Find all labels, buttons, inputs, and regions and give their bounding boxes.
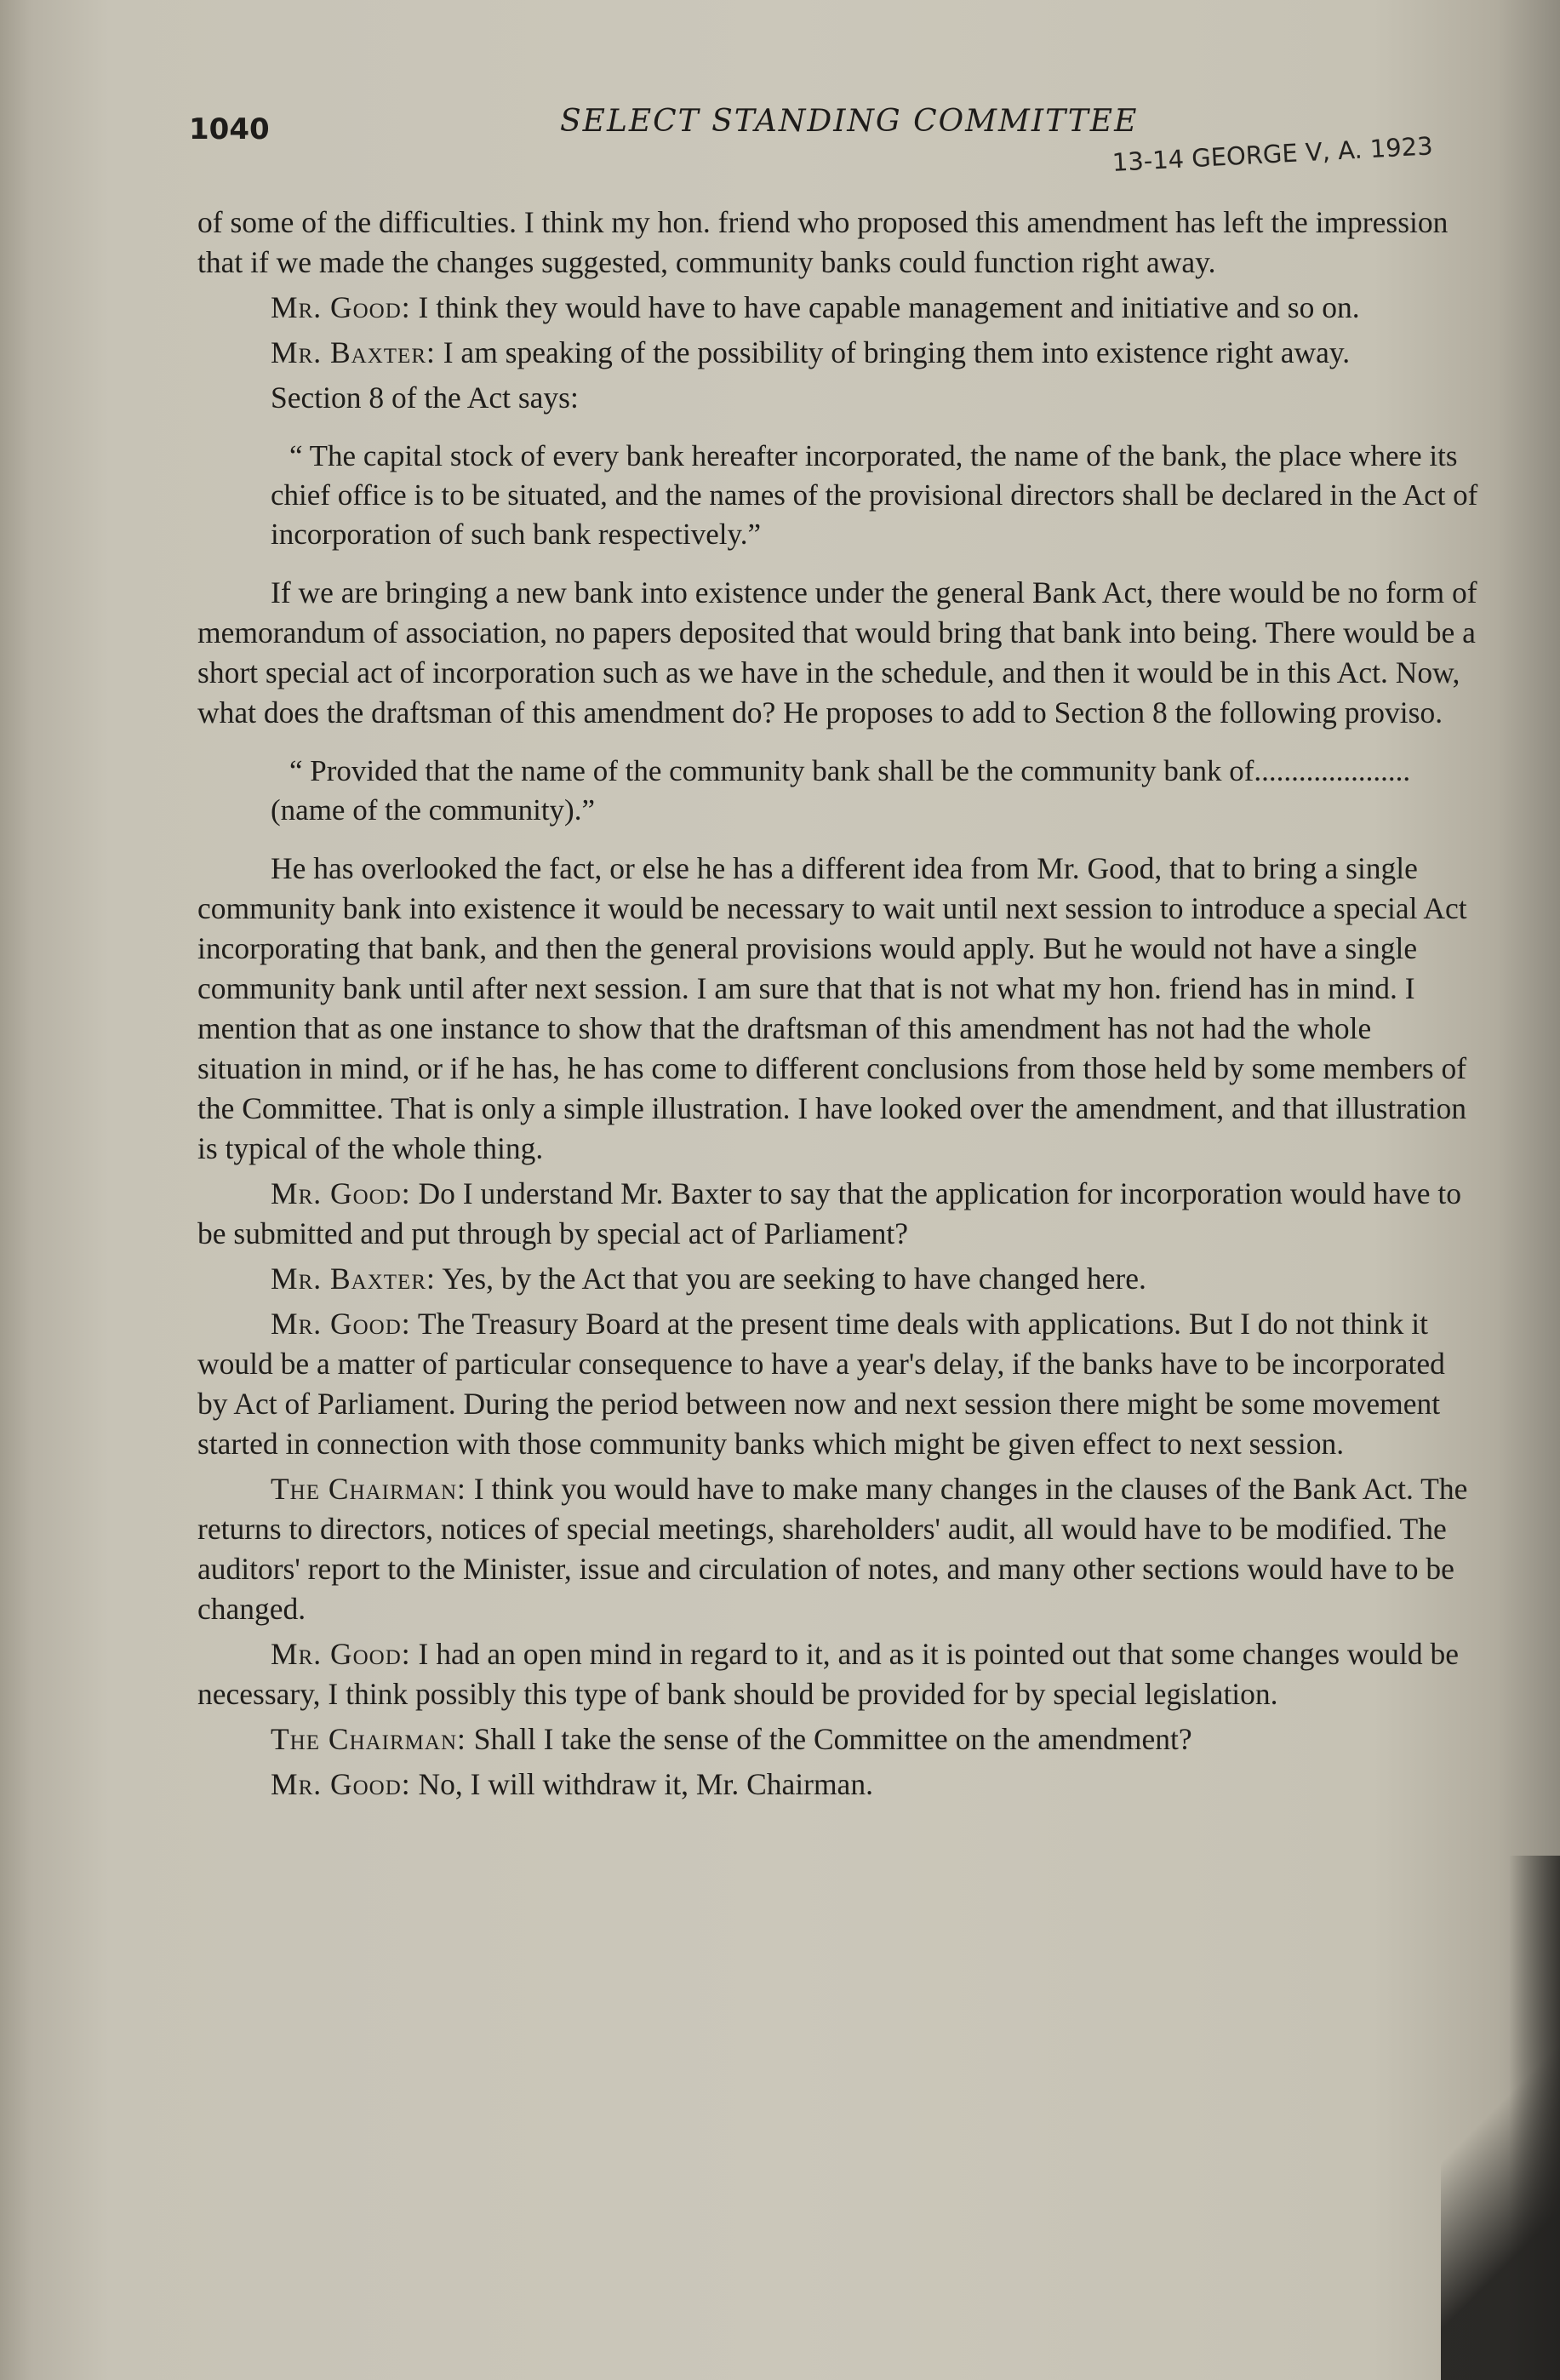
page-corner-shadow [1441,1937,1560,2380]
paragraph-new-bank: If we are bringing a new bank into existence under the general Bank Act, there would be no form of memorandum of association, no papers deposited that would bring that bank into being. There would be a short special act of incorporation such as we have in the schedule, and then it would be in this Act. Now, what does the draftsman of this amendment do? He proposes to add to Section 8 the following proviso. [197,575,1477,729]
speaker-name: The Chairman: [271,1722,466,1756]
body-text [197,203,1483,1810]
speech-good-2 [197,1174,1483,1254]
speaker-name: The Chairman: [271,1472,466,1506]
speech-text: I think you would have to make many changes in the clauses of the Bank Act. The returns to directors, notices of special meetings, shareholders' audit, all would have to be modified. The auditors' report to the Minister, issue and circulation of notes, and many other sections would have to be changed. [197,1472,1468,1626]
speech-good-3 [197,1304,1483,1464]
speech-text: I am speaking of the possibility of bringing them into existence right away. [435,335,1351,369]
speech-good-5 [197,1765,1483,1805]
section-reference: Section 8 of the Act says: [271,380,579,415]
quote-section-8: “ The capital stock of every bank hereafter incorporated, the name of the bank, the place where its chief office is to be situated, and the names of the provisional directors shall be declared in the Act of incorporation of such bank respectively.” [271,439,1478,551]
page-number: 1040 [189,112,270,146]
running-head: SELECT STANDING COMMITTEE [560,104,1139,139]
speech-chairman-2 [197,1719,1483,1759]
speech-text: Yes, by the Act that you are seeking to have changed here. [435,1262,1146,1296]
speech-good-4 [197,1634,1483,1714]
speaker-name: Mr. Good: [271,1637,411,1671]
speech-baxter-2 [197,1259,1483,1299]
speaker-name: Mr. Good: [271,290,411,324]
speaker-name: Mr. Good: [271,1176,411,1210]
paragraph-continuation: of some of the difficulties. I think my hon. friend who proposed this amendment has left the impression that if we made the changes suggested, community banks could function right away. [197,205,1449,279]
paragraph-overlooked: He has overlooked the fact, or else he has a different idea from Mr. Good, that to bring a single community bank into existence it would be necessary to wait until next session to introduce a special Act incorporating that bank, and then the general provisions would apply. But he would not have a single community bank until after next session. I am sure that that is not what my hon. friend has in mind. I mention that as one instance to show that the draftsman of this amendment has not had the whole situation in mind, or if he has, he has come to different conclusions from those held by some members of the Committee. That is only a simple illustration. I have looked over the amendment, and that illustration is typical of the whole thing. [197,851,1467,1165]
speech-text: I think they would have to have capable management and initiative and so on. [410,290,1360,324]
speech-chairman-1 [197,1469,1483,1629]
session-date: 13-14 GEORGE V, A. 1923 [1111,131,1434,177]
speech-text: Shall I take the sense of the Committee on the amendment? [466,1722,1192,1756]
speech-text: The Treasury Board at the present time deals with applications. But I do not think it would be a matter of particular consequence to have a year's delay, if the banks have to be incorporated by Act of Parliament. During the period between now and next session there might be some movement started in connection with those community banks which might be given effect to next session. [197,1307,1445,1461]
speech-text: I had an open mind in regard to it, and as it is pointed out that some changes would be necessary, I think possibly this type of bank should be provided for by special legislation. [197,1637,1460,1711]
speech-text: No, I will withdraw it, Mr. Chairman. [410,1767,873,1801]
speaker-name: Mr. Good: [271,1307,411,1341]
speech-text: Do I understand Mr. Baxter to say that the application for incorporation would have to be submitted and put through by special act of Parliament? [197,1176,1461,1250]
speech-good-1 [197,288,1483,328]
speaker-name: Mr. Baxter: [271,1262,436,1296]
speaker-name: Mr. Baxter: [271,335,436,369]
speaker-name: Mr. Good: [271,1767,411,1801]
quote-proviso: “ Provided that the name of the community bank shall be the community bank of.....................(name of the community).” [271,754,1411,827]
speech-baxter-1 [197,333,1483,373]
